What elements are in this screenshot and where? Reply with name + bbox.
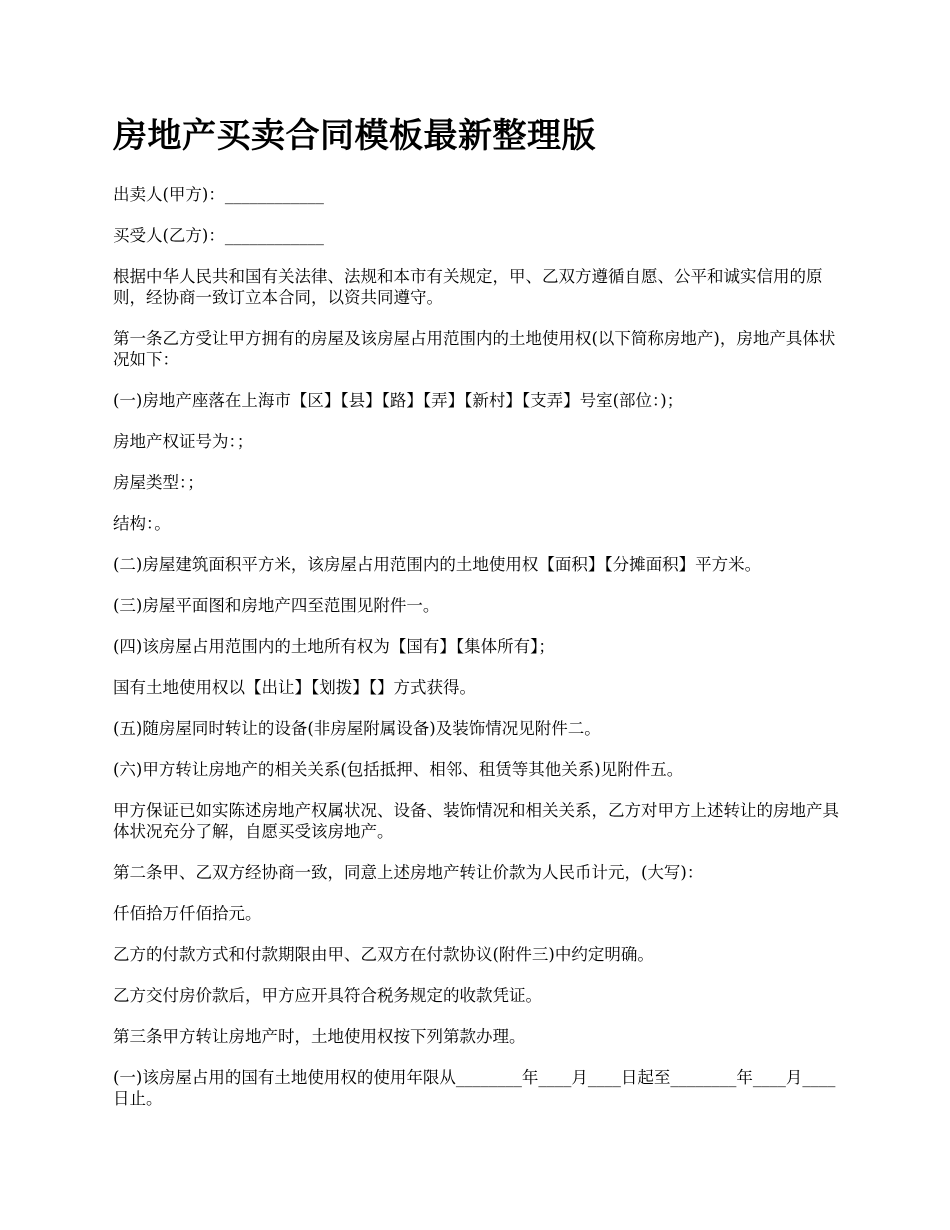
preamble-paragraph: 根据中华人民共和国有关法律、法规和本市有关规定，甲、乙双方遵循自愿、公平和诚实信用的原则，经协商一致订立本合同，以资共同遵守。 [113, 267, 823, 307]
payment-method-line: 乙方的付款方式和付款期限由甲、乙双方在付款协议(附件三)中约定明确。 [113, 945, 654, 964]
seller-line: 出卖人(甲方)：____________ [113, 185, 324, 204]
structure-line: 结构：。 [113, 514, 171, 533]
land-use-right-line: 国有土地使用权以【出让】【划拨】【】方式获得。 [113, 678, 476, 697]
buyer-line: 买受人(乙方)：____________ [113, 226, 324, 245]
seller-guarantee-paragraph: 甲方保证已如实陈述房地产权属状况、设备、装饰情况和相关关系，乙方对甲方上述转让的房地产具体状况充分了解，自愿买受该房地产。 [113, 801, 839, 841]
clause-6-relations: (六)甲方转让房地产的相关关系(包括抵押、相邻、租赁等其他关系)见附件五。 [113, 760, 684, 779]
article-1-paragraph: 第一条乙方受让甲方拥有的房屋及该房屋占用范围内的土地使用权(以下简称房地产)，房地产具体状况如下： [113, 329, 836, 369]
document-body [113, 112, 848, 1129]
receipt-line: 乙方交付房价款后，甲方应开具符合税务规定的收款凭证。 [113, 986, 542, 1005]
article-2-paragraph: 第二条甲、乙双方经协商一致，同意上述房地产转让价款为人民币计元，(大写)： [113, 863, 704, 882]
clause-2-area: (二)房屋建筑面积平方米，该房屋占用范围内的土地使用权【面积】【分摊面积】平方米。 [113, 555, 762, 574]
clause-3-floor-plan: (三)房屋平面图和房地产四至范围见附件一。 [113, 596, 440, 615]
house-type-line: 房屋类型：； [113, 473, 204, 492]
clause-5-equipment: (五)随房屋同时转让的设备(非房屋附属设备)及装饰情况见附件二。 [113, 719, 601, 738]
document-title: 房地产买卖合同模板最新整理版 [113, 116, 596, 156]
land-use-term-line: (一)该房屋占用的国有土地使用权的使用年限从________年____月____日起至________年____月____日止。 [113, 1068, 836, 1108]
article-3-paragraph: 第三条甲方转让房地产时，土地使用权按下列第款办理。 [113, 1027, 526, 1046]
amount-in-words-line: 仟佰拾万仟佰拾元。 [113, 904, 262, 923]
certificate-number-line: 房地产权证号为：； [113, 432, 254, 451]
clause-4-land-ownership: (四)该房屋占用范围内的土地所有权为【国有】【集体所有】； [113, 637, 555, 656]
clause-1-location: (一)房地产座落在上海市【区】【县】【路】【弄】【新村】【支弄】号室(部位：)； [113, 391, 684, 410]
